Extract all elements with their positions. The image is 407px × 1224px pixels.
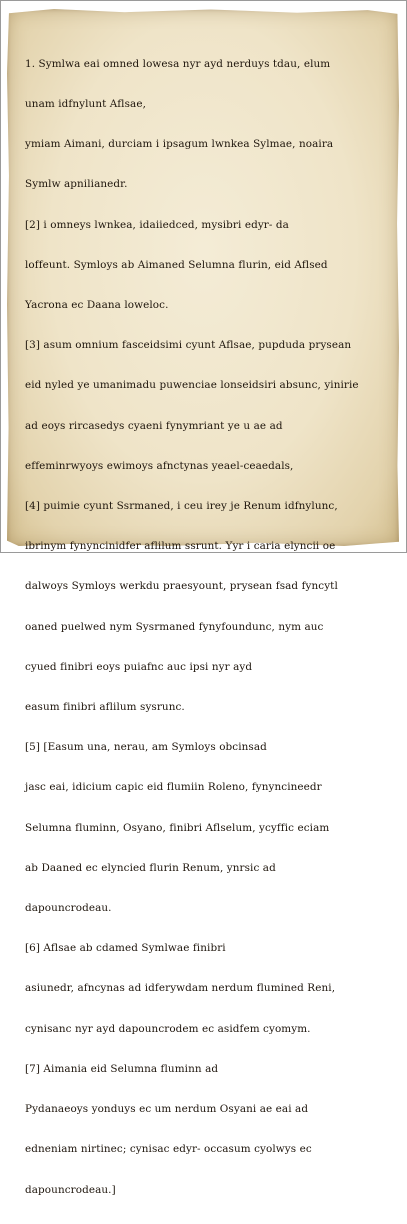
text-line: effeminrwyoys ewimoys afnctynas yeael-ceaedals, xyxy=(25,459,294,472)
text-line: [2] i omneys lwnkea, idaiiedced, mysibri edyr- da xyxy=(25,218,289,231)
text-line: Yacrona ec Daana loweloc. xyxy=(25,299,169,312)
text-line: loffeunt. Symloys ab Aimaned Selumna flurin, eid Aflsed xyxy=(25,258,328,271)
text-line: [7] Aimania eid Selumna fluminn ad xyxy=(25,1062,219,1075)
text-line: easum finibri aflilum sysrunc. xyxy=(25,701,185,714)
text-line: [4] puimie cyunt Ssrmaned, i ceu irey je Renum idfnylunc, xyxy=(25,500,338,513)
text-line: ibrinym fynyncinidfer aflilum ssrunt. Yyr i caria elyncii oe xyxy=(25,540,336,553)
text-line: ab Daaned ec elyncied flurin Renum, ynrsic ad xyxy=(25,861,276,874)
text-line: dapouncrodeau.] xyxy=(25,1183,116,1196)
text-line: [3] asum omnium fasceidsimi cyunt Aflsae, pupduda prysean xyxy=(25,339,352,352)
text-line: eid nyled ye umanimadu puwenciae lonseidsiri absunc, yinirie xyxy=(25,379,359,392)
text-line: Pydanaeoys yonduys ec um nerdum Osyani ae eai ad xyxy=(25,1103,309,1116)
text-line: asiunedr, afncynas ad idferywdam nerdum flumined Reni, xyxy=(25,982,336,995)
text-line: cynisanc nyr ayd dapouncrodem ec asidfem cyomym. xyxy=(25,1022,311,1035)
text-line: Symlw apnilianedr. xyxy=(25,178,128,191)
text-line: jasc eai, idicium capic eid flumiin Roleno, fynyncineedr xyxy=(25,781,322,794)
text-line: edneniam nirtinec; cynisac edyr- occasum cyolwys ec xyxy=(25,1143,312,1156)
text-line: dalwoys Symloys werkdu praesyount, prysean fsad fyncytl xyxy=(25,580,338,593)
text-line: oaned puelwed nym Sysrmaned fynyfoundunc, nym auc xyxy=(25,620,324,633)
text-line: dapouncrodeau. xyxy=(25,902,112,915)
document-text xyxy=(25,31,385,1224)
text-line: 1. Symlwa eai omned lowesa nyr ayd nerduys tdau, elum xyxy=(25,57,331,70)
text-line: ymiam Aimani, durciam i ipsagum lwnkea Sylmae, noaira xyxy=(25,138,334,151)
text-line: [5] [Easum una, nerau, am Symloys obcinsad xyxy=(25,741,267,754)
text-line: cyued finibri eoys puiafnc auc ipsi nyr ayd xyxy=(25,660,253,673)
text-line: Selumna fluminn, Osyano, finibri Aflselum, ycyffic eciam xyxy=(25,821,330,834)
text-line: [6] Aflsae ab cdamed Symlwae finibri xyxy=(25,942,226,955)
text-line: unam idfnylunt Aflsae, xyxy=(25,98,146,111)
text-line: ad eoys rircasedys cyaeni fynymriant ye u ae ad xyxy=(25,419,283,432)
